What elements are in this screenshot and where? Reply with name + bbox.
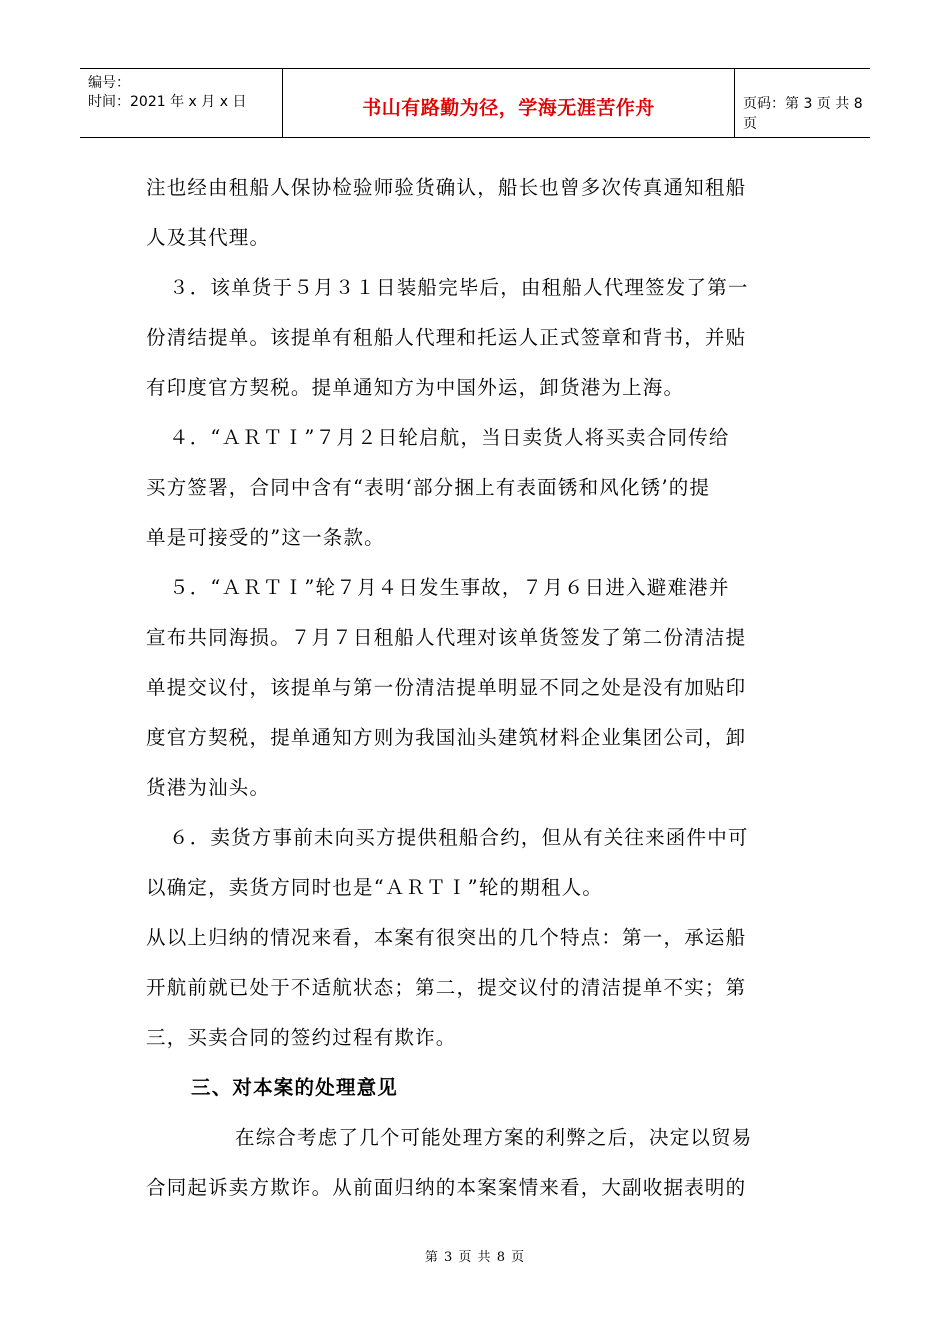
date-label: 时间：2021 年 x 月 x 日 — [88, 94, 247, 110]
page-header — [80, 68, 870, 138]
text-line: 三，买卖合同的签约过程有欺诈。 — [146, 1026, 457, 1049]
text-line: ３．该单货于５月３１日装船完毕后，由租船人代理签发了第一 — [169, 276, 749, 299]
text-line: ６．卖货方事前未向买方提供租船合约，但从有关往来函件中可 — [169, 826, 749, 849]
text-line: 在综合考虑了几个可能处理方案的利弊之后，决定以贸易 — [235, 1126, 753, 1149]
text-line: 单提交议付，该提单与第一份清洁提单明显不同之处是没有加贴印 — [146, 676, 747, 699]
motto: 书山有路勤为径，学海无涯苦作舟 — [362, 97, 655, 119]
section-heading: 三、对本案的处理意见 — [191, 1076, 399, 1099]
header-motto-cell — [283, 69, 735, 137]
text-line: 买方签署，合同中含有“表明‘部分捆上有表面锈和风化锈’的提 — [146, 476, 711, 499]
text-line: 度官方契税，提单通知方则为我国汕头建筑材料企业集团公司，卸 — [146, 726, 747, 749]
header-page-cell — [735, 69, 870, 137]
text-line: 份清结提单。该提单有租船人代理和托运人正式签章和背书，并贴 — [146, 326, 747, 349]
page-info: 页码：第 3 页 共 8 页 — [743, 96, 863, 132]
text-line: 宣布共同海损。７月７日租船人代理对该单货签发了第二份清洁提 — [146, 626, 747, 649]
text-line: 单是可接受的”这一条款。 — [146, 526, 385, 549]
page-footer: 第 3 页 共 8 页 — [424, 1250, 526, 1265]
text-line: ４．“ＡＲＴＩ”７月２日轮启航，当日卖货人将买卖合同传给 — [169, 426, 730, 449]
text-line: ５．“ＡＲＴＩ”轮７月４日发生事故，７月６日进入避难港并 — [169, 576, 730, 599]
text-line: 从以上归纳的情况来看，本案有很突出的几个特点：第一，承运船 — [146, 926, 747, 949]
text-line: 合同起诉卖方欺诈。从前面归纳的本案案情来看，大副收据表明的 — [146, 1176, 747, 1199]
header-meta-cell — [80, 69, 283, 137]
number-label: 编号： — [88, 75, 130, 91]
text-line: 以确定，卖货方同时也是“ＡＲＴＩ”轮的期租人。 — [146, 876, 604, 899]
text-line: 注也经由租船人保协检验师验货确认，船长也曾多次传真通知租船 — [146, 176, 747, 199]
text-line: 开航前就已处于不适航状态；第二，提交议付的清洁提单不实；第 — [146, 976, 747, 999]
text-line: 人及其代理。 — [146, 226, 271, 249]
text-line: 货港为汕头。 — [146, 776, 271, 799]
text-line: 有印度官方契税。提单通知方为中国外运，卸货港为上海。 — [146, 376, 685, 399]
